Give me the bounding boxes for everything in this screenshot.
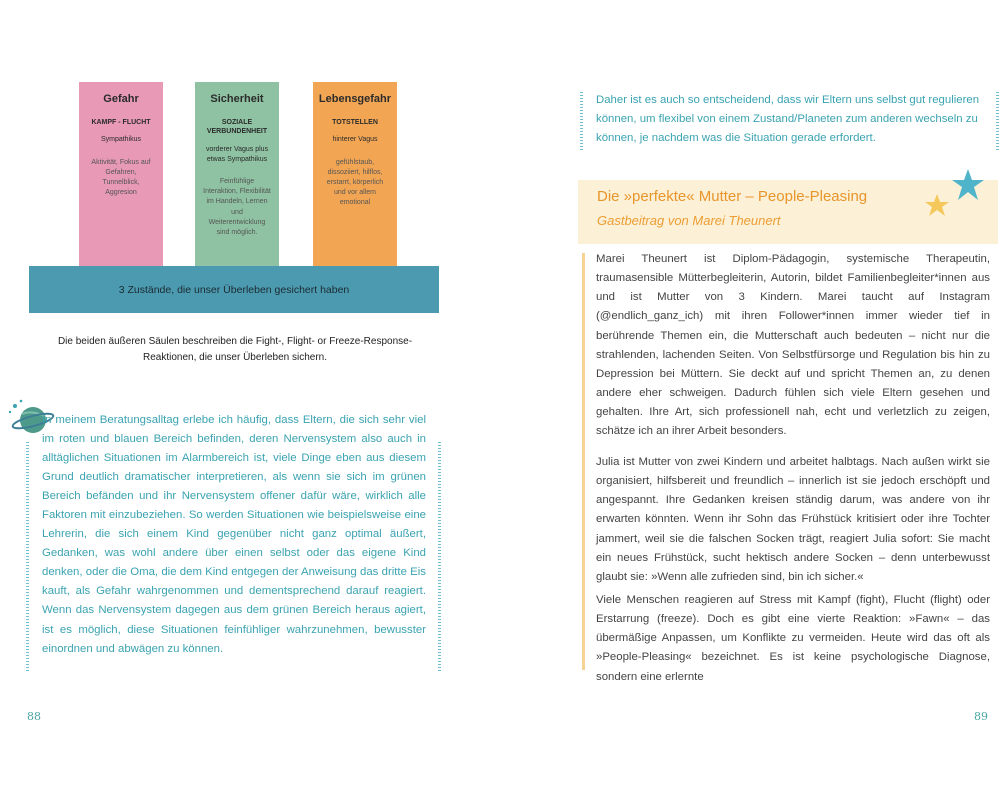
pillar-title: Lebensgefahr [318,93,392,105]
pillar-subtitle: TOTSTELLEN [332,118,378,126]
left-body-text: In meinem Beratungsalltag erlebe ich häufig, dass Eltern, die sich sehr viel im roten und blauen Bereich befinden, deren Nervensystem also auch in alltäglichen Situationen im Alarmbereich ist, viele Dinge eben aus diesem Grund deutlich dramatischer interpretieren, als wenn sie sich im grünen Bereich befänden und ihr Nervensystem offener dafür wäre, wirklich alle Faktoren mit einzubeziehen. So werden Situationen wie beispielsweise eine Lehrerin, die sich einem Kind gegenüber nicht ganz optimal äußert, Gedanken, was wohl andere über einen selbst oder das eigene Kind denken, oder die Oma, die dem Kind entgegen der Anweisung das dritte Eis kauft, als Gefahr wahrgenommen und dementsprechend darauf reagiert. Wenn das Nervensystem dagegen aus dem grünen Bereich heraus agiert, ist es möglich, diese Situationen feinfühliger wahrzunehmen, bewusster einordnen und abwägen zu können. [42,414,426,655]
pillar-title: Gefahr [103,93,139,105]
page-number-left: 88 [27,710,41,723]
star-icon [950,168,986,202]
section-title: Die »perfekte« Mutter – People-Pleasing [597,188,868,205]
intro-text: Daher ist es auch so entscheidend, dass wir Eltern uns selbst gut regulieren können, um flexibel von einem Zustand/Planeten zum anderen wechseln zu können, je nachdem was die Situation gerade erfordert. [596,94,980,145]
right-ruler [438,442,441,672]
intro-ruler [580,92,583,152]
pillar-subtitle: SOZIALE VERBUNDENHEIT [206,118,268,136]
pillar-gefahr [79,82,163,266]
pillar-description: Feinfühlige Interaktion, Flexibilität im Handeln, Lernen und Weiterentwicklung sind möglich. [203,178,271,236]
pillar-sicherheit [195,82,279,266]
orange-margin-bar [582,253,585,670]
pillar-nerve: Sympathikus [100,136,142,144]
pillar-nerve: vorderer Vagus plus etwas Sympathikus [205,145,269,163]
diagram-base [29,266,439,313]
continuation-text: Viele Menschen reagieren auf Stress mit Kampf (fight), Flucht (flight) oder Erstarrung (freeze). Doch es gibt eine vierte Reaktion: »Fawn« – das übermäßige Anpassen, um Konflikte zu vermeiden. Heute wird das oft als »People-Pleasing« bezeichnet. Es ist keine psychologische Diagnose, sondern eine erlernte [596,594,990,683]
page-number-right: 89 [974,710,988,723]
left-ruler [26,442,29,672]
diagram-caption: Die beiden äußeren Säulen beschreiben die Fight-, Flight- or Freeze-Response-Reaktionen, die unser Überleben sichern. [57,336,413,363]
intro-ruler-right [996,92,999,152]
base-label: 3 Zustände, die unser Überleben gesichert haben [118,283,350,296]
section-subtitle: Gastbeitrag von Marei Theunert [597,213,781,228]
pillar-nerve: hinterer Vagus [332,136,378,144]
pillar-subtitle: KAMPF - FLUCHT [91,118,151,126]
bio-text: Marei Theunert ist Diplom-Pädagogin, systemische Therapeutin, traumasensible Mütterbegleiterin, Autorin, bildet Familienbegleiter*innen aus und ist Mutter von 3 Kindern. Marei taucht auf Instagram (@endlich_ganz_ich) mit ihren Follower*innen immer wieder tief in berührende Themen ein, die Mutterschaft auch bedeuten – nicht nur die strahlenden, lachenden Seiten. Von Selbstfürsorge und Regulation bis hin zu Depression bei Müttern. Sie deckt auf und spricht Themen an, zu denen andere eher schweigen. Dadurch fühlen sich viele Eltern gesehen und gehalten. Ihre Art, sich professionell nah, echt und verletzlich zu zeigen, schätze ich an ihrer Arbeit besonders. [596,253,990,438]
pillar-description: gefühlstaub, dissoziiert, hilflos, erstarrt, körperlich und vor allem emotional [326,158,384,207]
pillar-lebensgefahr [313,82,397,266]
star-icon [924,193,950,217]
pillar-title: Sicherheit [210,93,264,105]
pillar-description: Aktivität, Fokus auf Gefahren, Tunnelblick, Aggresion [91,158,151,196]
story-text: Julia ist Mutter von zwei Kindern und arbeitet halbtags. Nach außen wirkt sie organisiert, hilfsbereit und freundlich – innerlich ist sie jedoch erschöpft und angespannt. Ihre Gedanken kreisen ständig darum, was andere von ihr erwarten könnten. Wenn ihr Sohn das Frühstück kritisiert oder ihre Tochter jammert, weil sie die falschen Socken trägt, reagiert Julia sofort: Sie macht ein neues Frühstück, sucht hektisch andere Socken – denn unterbewusst glaubt sie: »Wenn alle zufrieden sind, bin ich sicher.« [596,456,990,583]
